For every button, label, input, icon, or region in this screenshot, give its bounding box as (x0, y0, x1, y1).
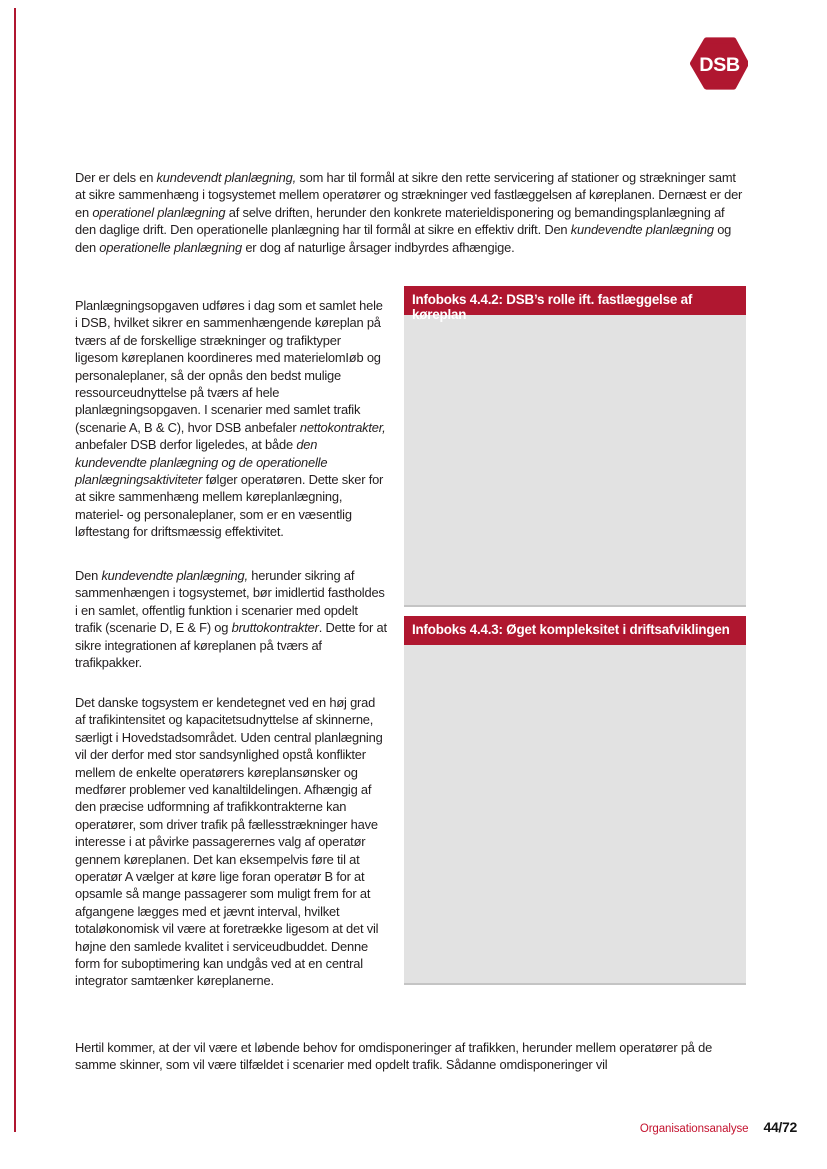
italic-text-run: nettokontrakter, (299, 419, 386, 435)
text-run: Den (75, 567, 102, 583)
italic-text-run: kundevendt planlægning, (156, 169, 297, 185)
infobox-442-body (404, 315, 746, 607)
text-run: . Dette for at sikre integrationen af køreplanen på tværs af trafikpakker. (75, 620, 387, 670)
infobox-442 (404, 286, 746, 607)
text-run: følger operatøren. Dette sker for at sikre sammenhæng mellem køreplanlægning, materiel- og personaleplaner, som er en væsentlig løftestang for driftsmæssig effektivitet. (75, 471, 384, 540)
infobox-443 (404, 616, 746, 985)
intro-paragraph (75, 169, 747, 256)
dsb-logo-text: DSB (699, 54, 740, 77)
text-run: Der er dels en (75, 169, 157, 185)
text-run: og den (75, 222, 732, 255)
text-run: herunder sikring af sammenhængen i togsystemet, bør imidlertid fastholdes i en samlet, offentlig funktion i scenarier med opdelt trafik (scenarie D, E & F) og (75, 567, 385, 636)
dsb-logo-hexagon (690, 34, 748, 93)
text-run: Planlægningsopgaven udføres i dag som et samlet hele i DSB, hvilket sikrer en sammenhængende køreplan på tværs af de forskellige strækninger og trafiktyper ligesom køreplanen koordineres med materielomIøb og personaleplaner, så der opnås den bedst mulige ressourceudnyttelse på tværs af hele planlægningsopgaven. I scenarier med samlet trafik (scenarie A, B & C), hvor DSB anbefaler (75, 297, 383, 435)
text-run: som har til formål at sikre den rette servicering af stationer og strækninger samt at sikre sammenhæng i togsystemet mellem operatører og strækninger ved fastlæggelsen af køreplanen. Dernæst er der en (75, 169, 743, 220)
italic-text-run: den kundevendte planlægning og de operationelle planlægningsaktiviteter (75, 437, 328, 487)
infobox-443-body (404, 645, 746, 985)
text-run: anbefaler DSB derfor ligeledes, at både (75, 437, 297, 453)
infobox-443-header: Infoboks 4.4.3: Øget kompleksitet i driftsafviklingen (404, 616, 746, 645)
italic-text-run: kundevendte planlægning, (101, 567, 248, 583)
italic-text-run: operationel planlægning (92, 204, 226, 220)
text-run: Det danske togsystem er kendetegnet ved en høj grad af trafikintensitet og kapacitetsudnyttelse af skinnerne, særligt i Hovedstadsområdet. Uden central planlægning vil der derfor med stor sandsynlighed opstå konflikter mellem de enkelte operatørers køreplansønsker og medfører problemer ved kanaltildelingen. Afhængig af den præcise udformning af trafikkontrakterne kan operatører, som driver trafik på fællesstrækninger have interesse i at påvirke passagerernes valg af operatør gennem køreplanen. Det kan eksempelvis føre til at operatør A vælger at køre lige foran operatør B for at opsamle så mange passagerer som muligt frem for at afgangene lægges med et jævnt interval, hvilket totaløkonomisk vil være at foretrække ligesom at det vil højne den samlede kvalitet i serviceudbuddet. Denne form for suboptimering kan undgås ved at en central integrator samtænker køreplanerne. (75, 694, 383, 989)
closing-paragraph (75, 1039, 747, 1074)
text-run: er dog af naturlige årsager indbyrdes afhængige. (241, 239, 515, 255)
left-margin-rule (14, 8, 16, 1132)
dsb-logo (690, 34, 748, 93)
italic-text-run: operationelle planlægning (99, 239, 242, 255)
paragraph-customer-planning (75, 567, 387, 671)
text-run: af selve driften, herunder den konkrete materieldisponering og bemandingsplanlægning af den daglige drift. Den operationelle planlægning har til formål at sikre en effektiv drift. Den (75, 204, 725, 238)
paragraph-planning-today (75, 297, 387, 541)
page-footer (640, 1119, 797, 1135)
footer-doc-title: Organisationsanalyse (639, 1123, 749, 1135)
footer-page-number: 44/72 (763, 1119, 797, 1135)
italic-text-run: bruttokontrakter (231, 620, 319, 636)
italic-text-run: kundevendte planlægning (570, 222, 714, 238)
paragraph-danish-system (75, 694, 387, 990)
text-run: Hertil kommer, at der vil være et løbende behov for omdisponeringer af trafikken, herunder mellem operatører på de samme skinner, som vil være tilfældet i scenarier med opdelt trafik. Sådanne omdisponeringer vil (75, 1039, 713, 1073)
infobox-442-header: Infoboks 4.4.2: DSB’s rolle ift. fastlæggelse af køreplan (404, 286, 746, 315)
